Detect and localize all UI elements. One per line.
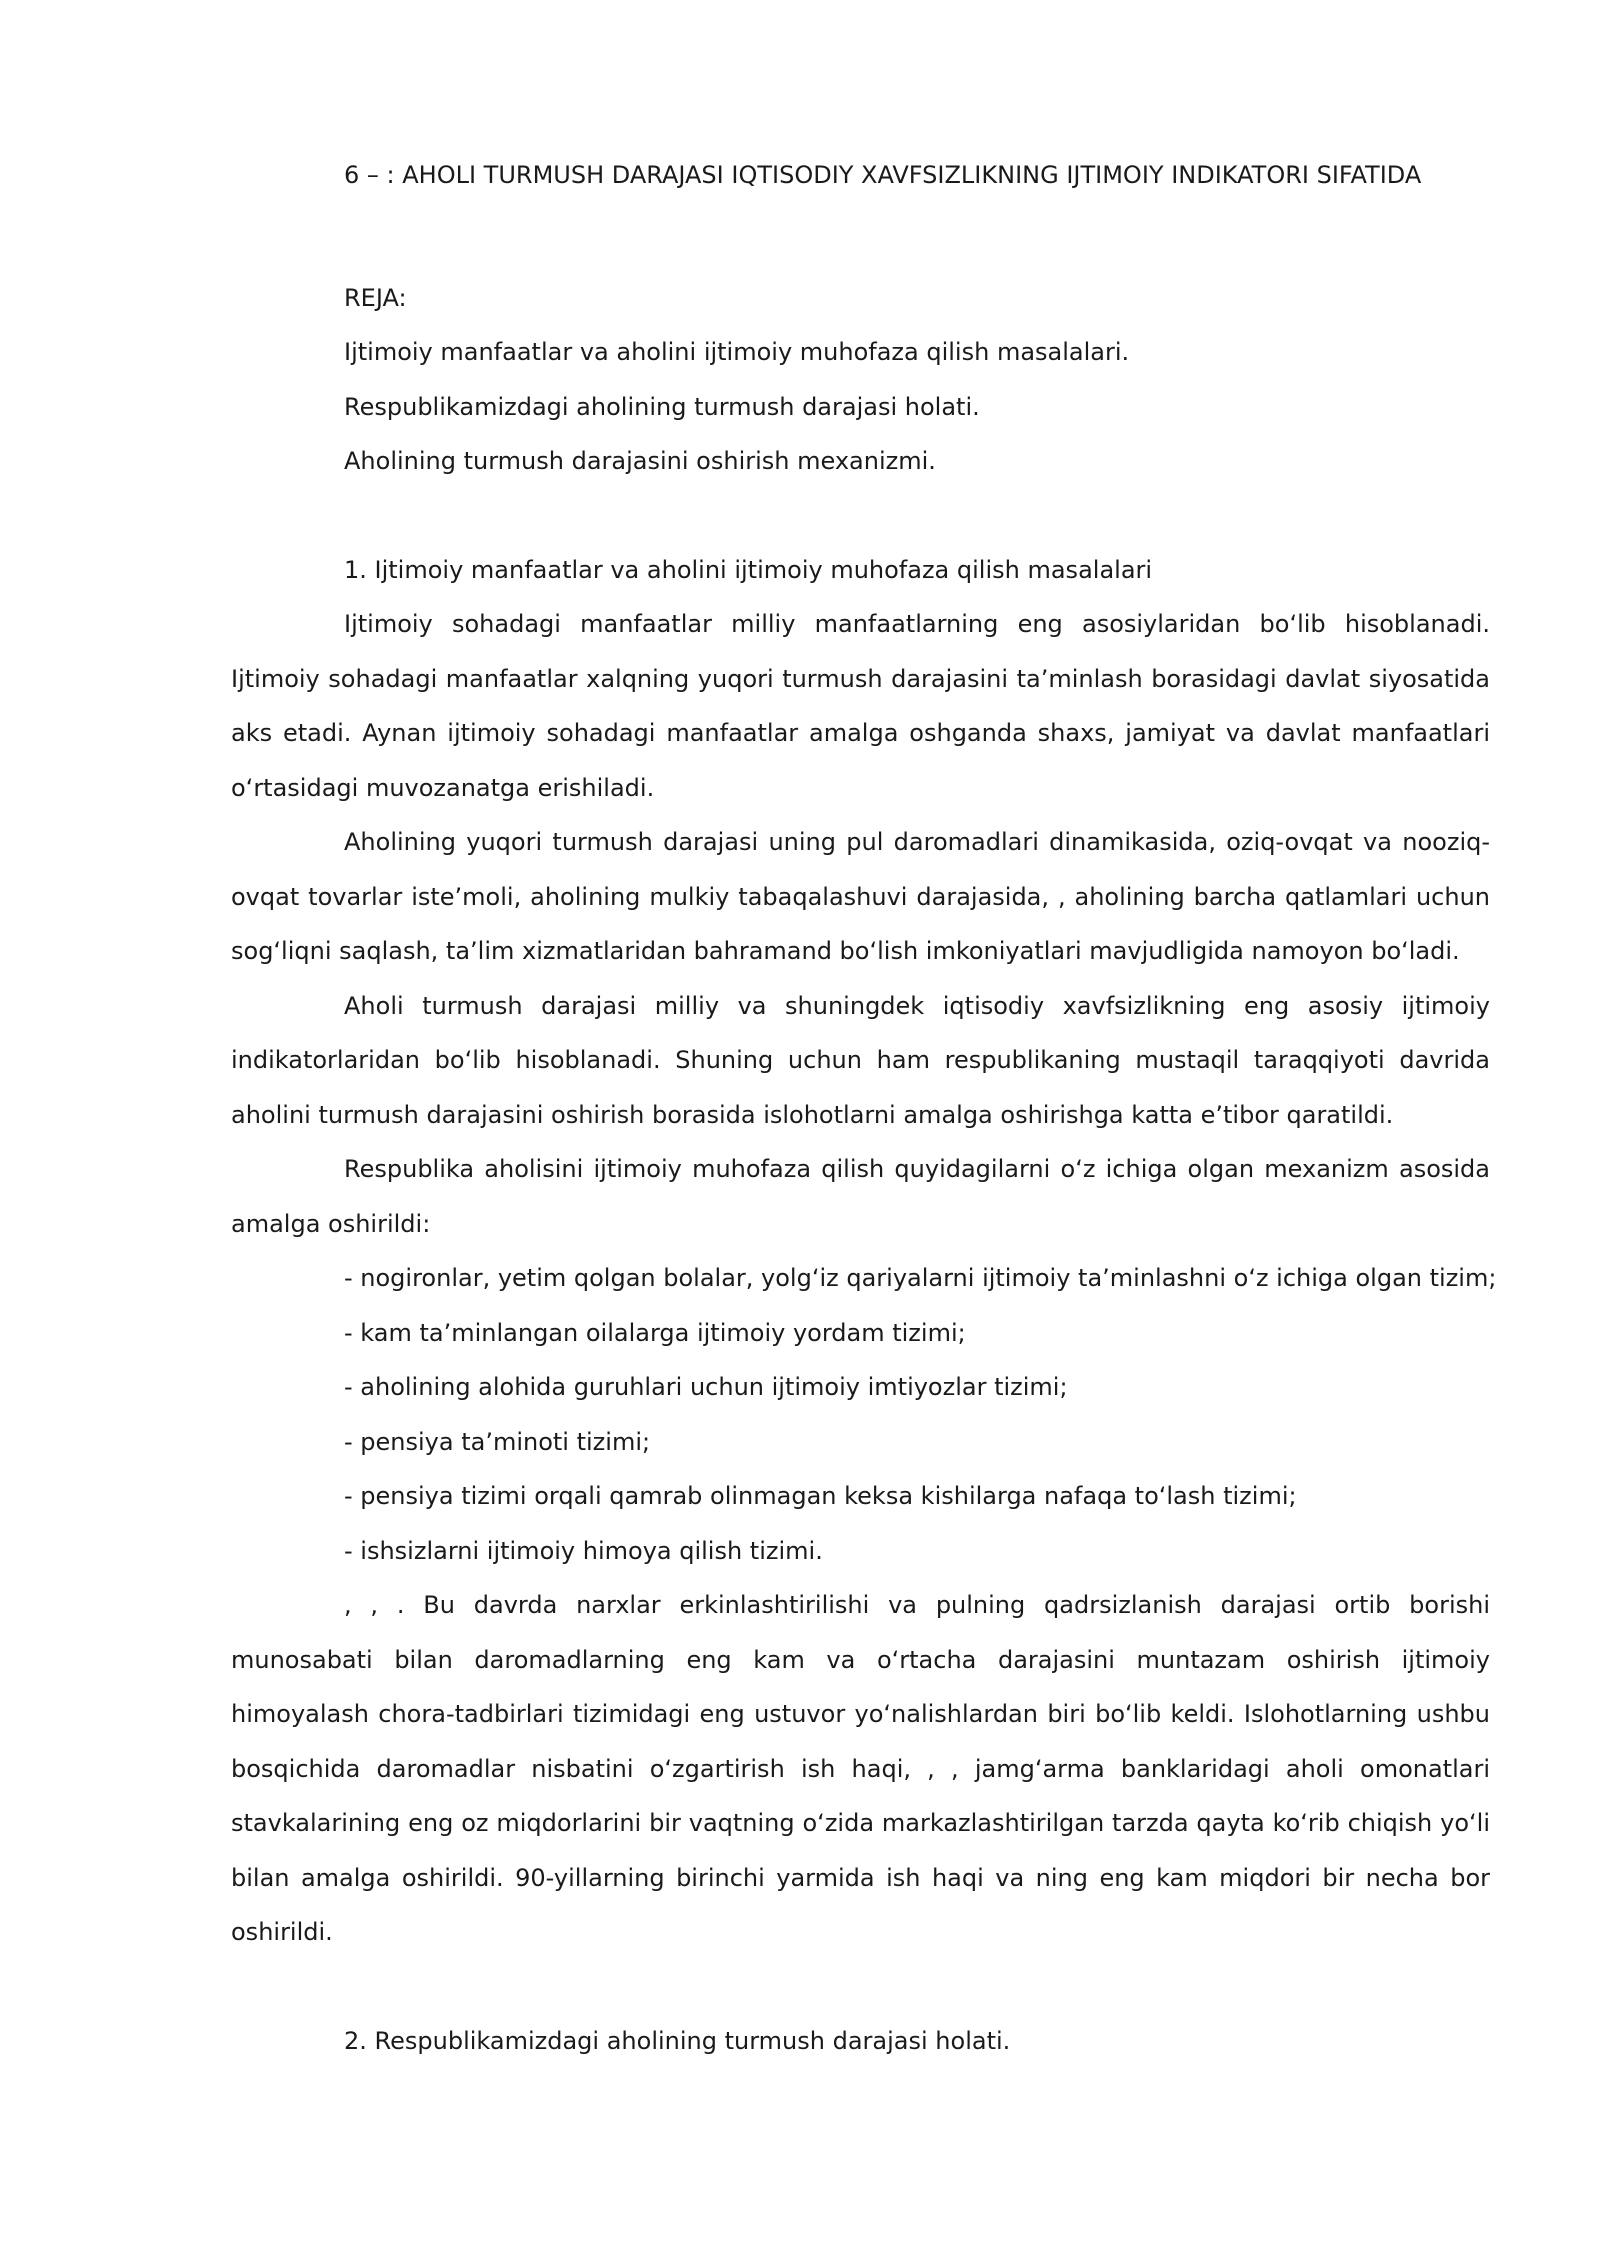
paragraph: , , . Bu davrda narxlar erkinlashtirilishi va pulning qadrsizlanish darajasi ortib borishi munosabati bilan daromadlarning eng kam va o‘rtacha darajasini muntazam oshirish ijtimoiy himoyalash chora-tadbirlari tizimidagi eng ustuvor yo‘nalishlardan biri bo‘lib keldi. Islohotlarning ushbu bosqichida daromadlar nisbatini o‘zgartirish ish haqi, , , jamg‘arma banklaridagi aholi omonatlari stavkalarining eng oz miqdorlarini bir vaqtning o‘zida markazlashtirilgan tarzda qayta ko‘rib chiqish yo‘li bilan amalga oshirildi. 90-yillarning birinchi yarmida ish haqi va ning eng kam miqdori bir necha bor oshirildi. [231,1591,1490,1946]
paragraph: Aholi turmush darajasi milliy va shuningdek iqtisodiy xavfsizlikning eng asosiy ijtimoiy indikatorlaridan bo‘lib hisoblanadi. Shuning uchun ham respublikaning mustaqil taraqqiyoti davrida aholini turmush darajasini oshirish borasida islohotlarni amalga oshirishga katta e’tibor qaratildi. [231,991,1490,1129]
plan-item: Respublikamizdagi aholining turmush darajasi holati. [344,392,980,421]
plan-heading: REJA: [344,283,407,312]
list-item: - aholining alohida guruhlari uchun ijtimoiy imtiyozlar tizimi; [344,1373,1068,1401]
document-title: 6 – : AHOLI TURMUSH DARAJASI IQTISODIY XAVFSIZLIKNING IJTIMOIY INDIKATORI SIFATIDA [344,161,1422,189]
spacer [231,1960,1490,2014]
document-body [231,148,1497,2068]
spacer [231,203,1490,271]
list-item: - kam ta’minlangan oilalarga ijtimoiy yordam tizimi; [344,1318,966,1347]
list-item: - pensiya tizimi orqali qamrab olinmagan keksa kishilarga nafaqa to‘lash tizimi; [344,1482,1297,1510]
paragraph: Aholining yuqori turmush darajasi uning pul daromadlari dinamikasida, oziq-ovqat va nooziq-ovqat tovarlar iste’moli, aholining mulkiy tabaqalashuvi darajasida, , aholining barcha qatlamlari uchun sog‘liqni saqlash, ta’lim xizmatlaridan bahramand bo‘lish imkoniyatlari mavjudligida namoyon bo‘ladi. [231,828,1490,965]
list-item: - ishsizlarni ijtimoiy himoya qilish tizimi. [344,1536,823,1565]
spacer [231,489,1490,543]
list-item: - pensiya ta’minoti tizimi; [344,1427,651,1456]
section-heading: 2. Respublikamizdagi aholining turmush darajasi holati. [344,2026,1011,2055]
section-heading: 1. Ijtimoiy manfaatlar va aholini ijtimoiy muhofaza qilish masalalari [344,555,1153,584]
paragraph: Ijtimoiy sohadagi manfaatlar milliy manfaatlarning eng asosiylaridan bo‘lib hisoblanadi. Ijtimoiy sohadagi manfaatlar xalqning yuqori turmush darajasini ta’minlash borasidagi davlat siyosatida aks etadi. Aynan ijtimoiy sohadagi manfaatlar amalga oshganda shaxs, jamiyat va davlat manfaatlari o‘rtasidagi muvozanatga erishiladi. [231,610,1490,802]
plan-item: Ijtimoiy manfaatlar va aholini ijtimoiy muhofaza qilish masalalari. [344,338,1130,366]
list-item: - nogironlar, yetim qolgan bolalar, yolg‘iz qariyalarni ijtimoiy ta’minlashni o‘z ichiga olgan tizim; [344,1264,1497,1292]
paragraph: Respublika aholisini ijtimoiy muhofaza qilish quyidagilarni o‘z ichiga olgan mexanizm asosida amalga oshirildi: [231,1155,1490,1238]
plan-item: Aholining turmush darajasini oshirish mexanizmi. [344,447,936,475]
